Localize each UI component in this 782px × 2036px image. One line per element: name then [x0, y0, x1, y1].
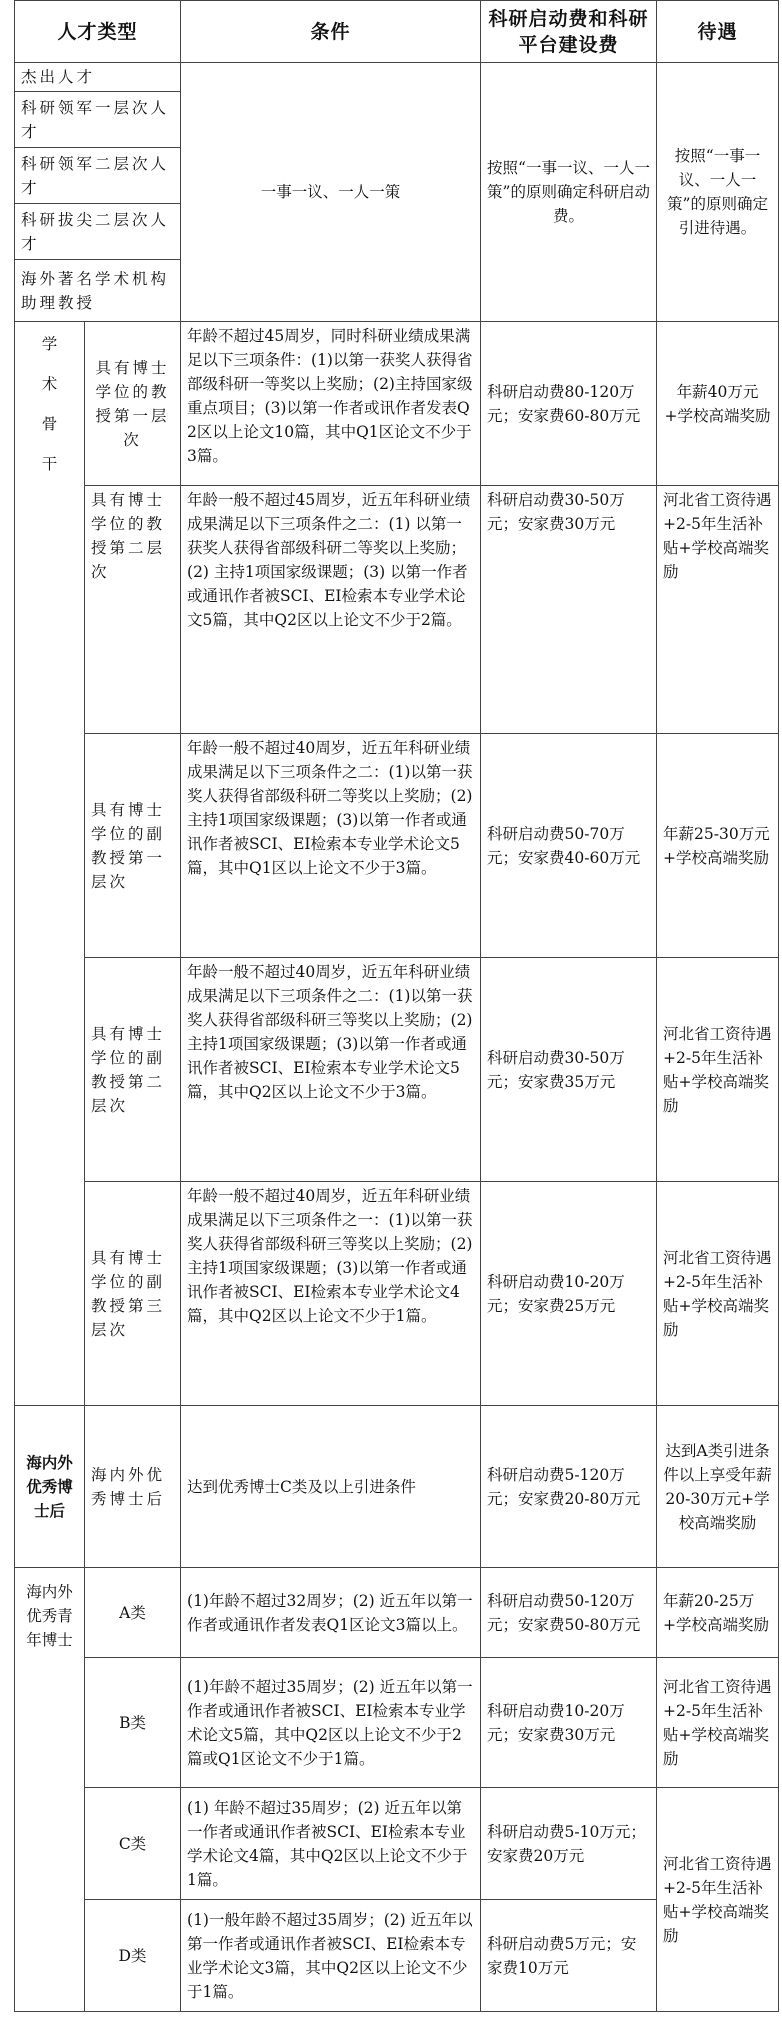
type-cell: 具有博士学位的副教授第二层次: [85, 958, 181, 1182]
treatment-cell: 河北省工资待遇+2-5年生活补贴+学校高端奖励: [657, 1788, 779, 2012]
condition-cell: 年龄不超过45周岁，同时科研业绩成果满足以下三项条件：(1)以第一获奖人获得省部级科研一等奖以上奖励；(2)主持国家级重点项目；(3)以第一作者或讯作者发表Q2区以上论文10篇，其中Q1区论文不少于3篇。: [181, 322, 481, 486]
fee-cell: 科研启动费5-120万元；安家费20-80万元: [481, 1406, 657, 1568]
condition-cell: 年龄一般不超过40周岁，近五年科研业绩成果满足以下三项条件之二：(1)以第一获奖人获得省部级科研三等奖以上奖励；(2)主持1项国家级课题；(3)以第一作者或通讯作者被SCI、EI检索本专业学术论文5篇，其中Q2区以上论文不少于3篇。: [181, 958, 481, 1182]
treatment-cell: 按照“一事一议、一人一策”的原则确定引进待遇。: [657, 63, 779, 322]
treatment-cell: 达到A类引进条件以上享受年薪20-30万元+学校高端奖励: [657, 1406, 779, 1568]
type-cell: 具有博士学位的副教授第三层次: [85, 1182, 181, 1406]
fee-cell: 科研启动费30-50万元；安家费35万元: [481, 958, 657, 1182]
header-treatment: 待遇: [657, 1, 779, 63]
type-cell: 海内外优秀博士后: [85, 1406, 181, 1568]
treatment-cell: 年薪40万元+学校高端奖励: [657, 322, 779, 486]
table-row: [15, 1568, 779, 1658]
table-row: [15, 958, 779, 1182]
fee-cell: 科研启动费5万元；安家费10万元: [481, 1900, 657, 2012]
type-cell: 科研领军一层次人才: [15, 92, 181, 148]
type-cell: 科研领军二层次人才: [15, 148, 181, 204]
table-row: [15, 1788, 779, 1900]
condition-cell: (1)年龄不超过32周岁；(2) 近五年以第一作者或通讯作者发表Q1区论文3篇以上。: [181, 1568, 481, 1658]
condition-cell: (1) 年龄不超过35周岁；(2) 近五年以第一作者或通讯作者被SCI、EI检索本专业学术论文4篇，其中Q2区以上论文不少于1篇。: [181, 1788, 481, 1900]
condition-cell: 年龄一般不超过40周岁，近五年科研业绩成果满足以下三项条件之二：(1)以第一获奖人获得省部级科研二等奖以上奖励；(2)主持1项国家级课题；(3)以第一作者或通讯作者被SCI、EI检索本专业学术论文5篇，其中Q1区以上论文不少于3篇。: [181, 734, 481, 958]
group-label-young-phd: 海内外优秀青年博士: [15, 1568, 85, 2012]
group-label-text: 学术骨干: [41, 335, 58, 473]
group-label-postdoc: 海内外优秀博士后: [15, 1406, 85, 1568]
fee-cell: 科研启动费10-20万元；安家费30万元: [481, 1658, 657, 1788]
type-cell: 具有博士学位的教授第二层次: [85, 486, 181, 734]
condition-cell: 达到优秀博士C类及以上引进条件: [181, 1406, 481, 1568]
treatment-cell: 河北省工资待遇+2-5年生活补贴+学校高端奖励: [657, 486, 779, 734]
fee-cell: 科研启动费80-120万元；安家费60-80万元: [481, 322, 657, 486]
treatment-cell: 河北省工资待遇+2-5年生活补贴+学校高端奖励: [657, 1658, 779, 1788]
type-cell: 科研拔尖二层次人才: [15, 204, 181, 260]
condition-cell: 年龄一般不超过40周岁，近五年科研业绩成果满足以下三项条件之一：(1)以第一获奖人获得省部级科研三等奖以上奖励；(2)主持1项国家级课题；(3)以第一作者或通讯作者被SCI、EI检索本专业学术论文4篇，其中Q2区以上论文不少于1篇。: [181, 1182, 481, 1406]
group-label-academic: [15, 322, 85, 1406]
header-row: [15, 1, 779, 63]
fee-cell: 科研启动费10-20万元；安家费25万元: [481, 1182, 657, 1406]
fee-cell: 科研启动费50-120万元；安家费50-80万元: [481, 1568, 657, 1658]
type-cell: D类: [85, 1900, 181, 2012]
type-cell: 具有博士学位的副教授第一层次: [85, 734, 181, 958]
talent-policy-table: [14, 0, 779, 2012]
table-row: [15, 322, 779, 486]
fee-cell: 科研启动费50-70万元；安家费40-60万元: [481, 734, 657, 958]
condition-cell: (1)年龄不超过35周岁；(2) 近五年以第一作者或通讯作者被SCI、EI检索本专业学术论文5篇，其中Q2区以上论文不少于2篇或Q1区论文不少于1篇。: [181, 1658, 481, 1788]
fee-cell: 按照“一事一议、一人一策”的原则确定科研启动费。: [481, 63, 657, 322]
condition-cell: (1)一般年龄不超过35周岁；(2) 近五年以第一作者或通讯作者被SCI、EI检索本专业学术论文3篇，其中Q2区以上论文不少于1篇。: [181, 1900, 481, 2012]
table-row: [15, 63, 779, 92]
table-row: [15, 1658, 779, 1788]
header-fee: 科研启动费和科研平台建设费: [481, 1, 657, 63]
condition-cell: 年龄一般不超过45周岁，近五年科研业绩成果满足以下三项条件之二：(1) 以第一获奖人获得省部级科研二等奖以上奖励；(2) 主持1项国家级课题；(3) 以第一作者或通讯作者被SCI、EI检索本专业学术论文5篇，其中Q2区以上论文不少于2篇。: [181, 486, 481, 734]
type-cell: B类: [85, 1658, 181, 1788]
fee-cell: 科研启动费30-50万元；安家费30万元: [481, 486, 657, 734]
table-row: [15, 734, 779, 958]
header-condition: 条件: [181, 1, 481, 63]
type-cell: C类: [85, 1788, 181, 1900]
condition-cell: 一事一议、一人一策: [181, 63, 481, 322]
table-row: [15, 1182, 779, 1406]
table-row: [15, 486, 779, 734]
type-cell: 具有博士学位的教授第一层次: [85, 322, 181, 486]
treatment-cell: 年薪20-25万+学校高端奖励: [657, 1568, 779, 1658]
fee-cell: 科研启动费5-10万元；安家费20万元: [481, 1788, 657, 1900]
treatment-cell: 年薪25-30万元+学校高端奖励: [657, 734, 779, 958]
type-cell: 杰出人才: [15, 63, 181, 92]
header-type: 人才类型: [15, 1, 181, 63]
type-cell: 海外著名学术机构助理教授: [15, 260, 181, 322]
treatment-cell: 河北省工资待遇+2-5年生活补贴+学校高端奖励: [657, 958, 779, 1182]
type-cell: A类: [85, 1568, 181, 1658]
table-row: [15, 1406, 779, 1568]
treatment-cell: 河北省工资待遇+2-5年生活补贴+学校高端奖励: [657, 1182, 779, 1406]
